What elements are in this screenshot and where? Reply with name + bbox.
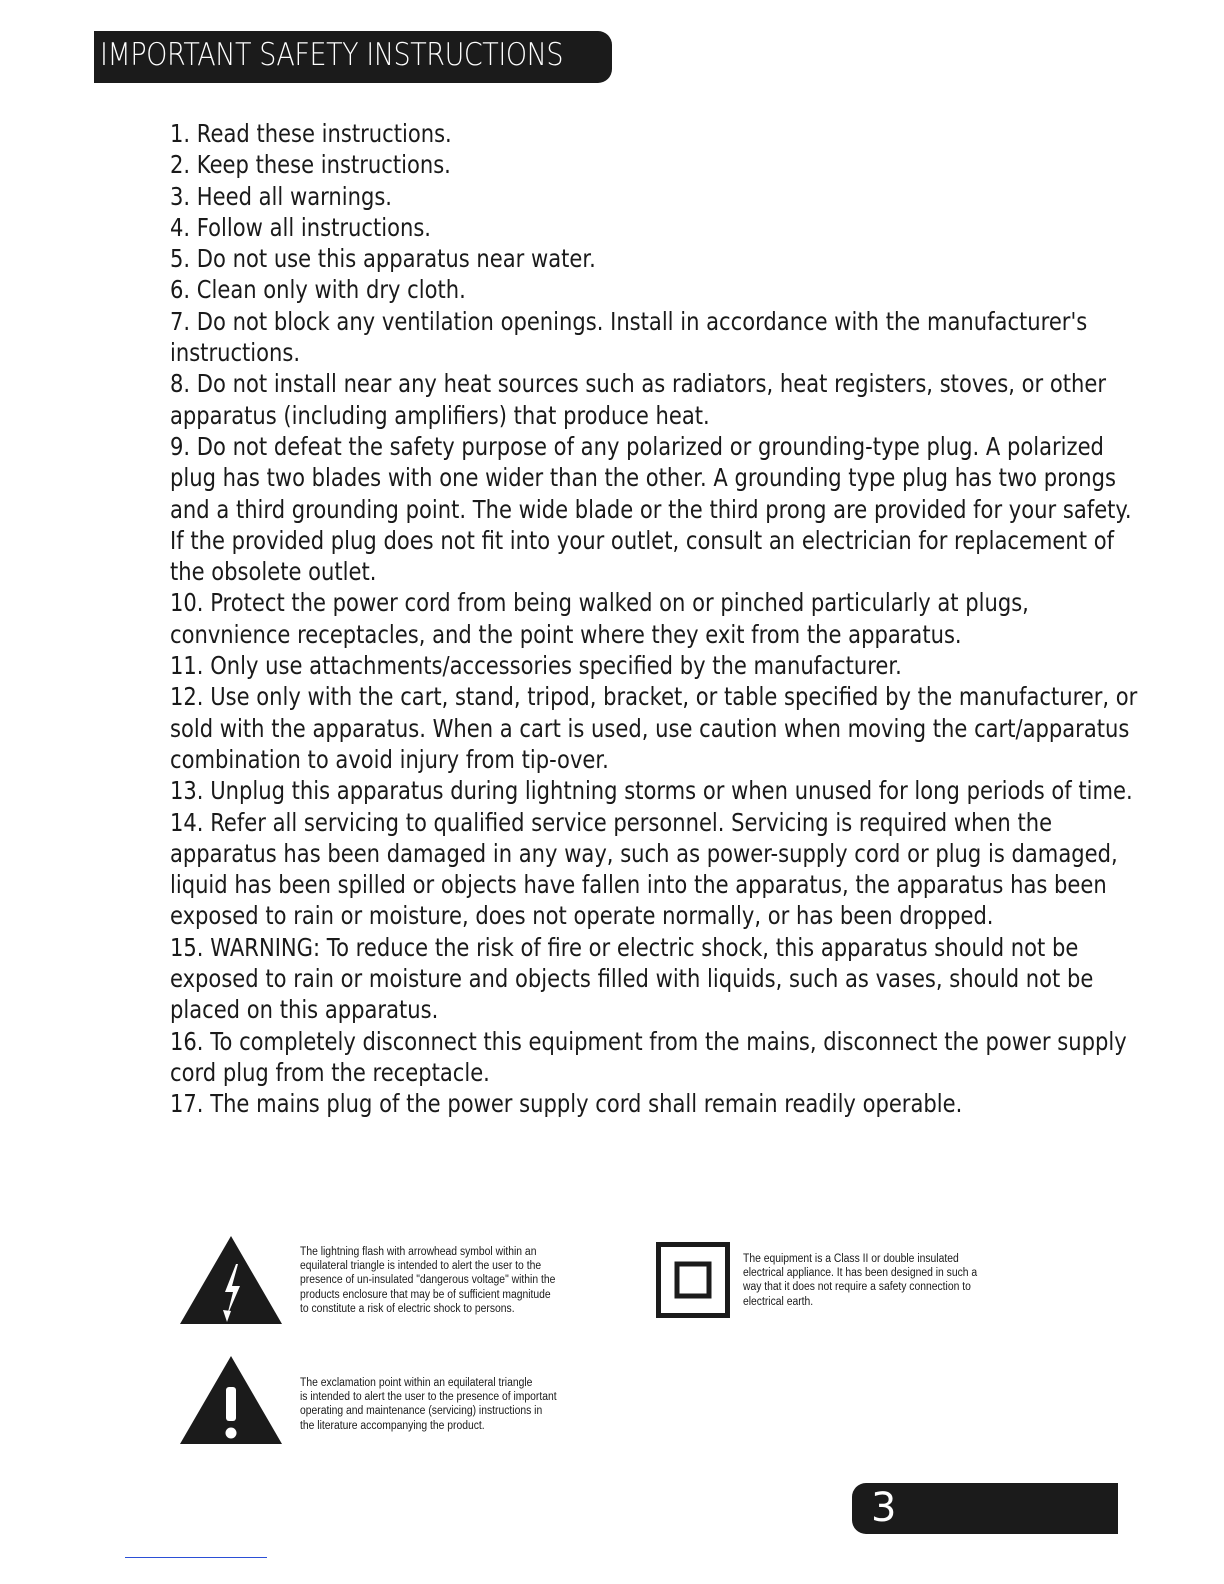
instruction-line: If the provided plug does not fit into your outlet, consult an electrician for replacement of (170, 525, 1115, 555)
lightning-triangle-icon (178, 1234, 284, 1326)
symbol-text-line: is intended to alert the user to the presence of important (300, 1391, 557, 1404)
symbol-text-line: way that it does not require a safety connection to (743, 1281, 971, 1294)
symbol-text-line: the literature accompanying the product. (300, 1419, 485, 1432)
instruction-line: 1. Read these instructions. (170, 119, 452, 148)
instruction-line: liquid has been spilled or objects have fallen into the apparatus, the apparatus has been (170, 870, 1107, 900)
instruction-line: 6. Clean only with dry cloth. (170, 275, 466, 305)
page-number: 3 (871, 1485, 897, 1531)
lightning-symbol-description (300, 1245, 555, 1316)
bottom-rule (125, 1557, 267, 1558)
class2-symbol-description (743, 1252, 977, 1309)
instruction-line: 4. Follow all instructions. (170, 212, 431, 242)
section-header (94, 31, 612, 83)
exclamation-triangle-icon (178, 1354, 284, 1446)
instruction-line: 16. To completely disconnect this equipment from the mains, disconnect the power supply (170, 1026, 1127, 1056)
instruction-line: 13. Unplug this apparatus during lightning storms or when unused for long periods of time. (170, 776, 1133, 806)
instruction-line: apparatus (including amplifiers) that produce heat. (170, 400, 710, 430)
symbol-text-line: to constitute a risk of electric shock to persons. (300, 1302, 515, 1315)
instruction-line: exposed to rain or moisture and objects filled with liquids, such as vases, should not be (170, 964, 1094, 994)
instructions-list (170, 118, 1170, 1120)
instruction-line: instructions. (170, 338, 301, 368)
instruction-line: 7. Do not block any ventilation openings. Install in accordance with the manufacturer's (170, 306, 1088, 336)
instruction-line: apparatus has been damaged in any way, such as power-supply cord or plug is damaged, (170, 838, 1118, 868)
symbol-text-line: electrical appliance. It has been designed in such a (743, 1267, 978, 1280)
instruction-line: 10. Protect the power cord from being walked on or pinched particularly at plugs, (170, 588, 1029, 618)
symbol-text-line: The lightning flash with arrowhead symbol within an (300, 1246, 537, 1258)
instruction-line: 3. Heed all warnings. (170, 181, 393, 211)
page-number-tab (852, 1483, 1118, 1534)
instruction-line: sold with the apparatus. When a cart is used, use caution when moving the cart/apparatus (170, 713, 1130, 743)
symbol-text-line: presence of un-insulated "dangerous voltage" within the (300, 1274, 556, 1287)
instruction-line: 17. The mains plug of the power supply cord shall remain readily operable. (170, 1089, 963, 1119)
instruction-line: convnience receptacles, and the point where they exit from the apparatus. (170, 619, 962, 649)
instruction-line: 8. Do not install near any heat sources such as radiators, heat registers, stoves, or other (170, 369, 1107, 399)
instruction-line: 9. Do not defeat the safety purpose of any polarized or grounding-type plug. A polarized (170, 431, 1104, 461)
double-square-icon (656, 1242, 730, 1318)
exclamation-symbol-description (300, 1376, 557, 1433)
instruction-line: and a third grounding point. The wide blade or the third prong are provided for your safety. (170, 494, 1132, 524)
symbol-text-line: electrical earth. (743, 1295, 814, 1308)
instruction-line: 14. Refer all servicing to qualified service personnel. Servicing is required when the (170, 807, 1053, 837)
instruction-line: plug has two blades with one wider than the other. A grounding type plug has two prongs (170, 463, 1116, 493)
instruction-line: placed on this apparatus. (170, 995, 439, 1025)
instruction-line: the obsolete outlet. (170, 557, 377, 587)
instruction-line: 2. Keep these instructions. (170, 150, 451, 180)
symbol-text-line: The equipment is a Class II or double insulated (743, 1253, 959, 1265)
instruction-line: 12. Use only with the cart, stand, tripod, bracket, or table specified by the manufacturer, or (170, 682, 1138, 712)
instruction-line: 11. Only use attachments/accessories specified by the manufacturer. (170, 651, 902, 681)
symbol-text-line: equilateral triangle is intended to alert the user to the (300, 1260, 542, 1273)
instruction-line: 5. Do not use this apparatus near water. (170, 244, 596, 274)
instruction-line: combination to avoid injury from tip-over. (170, 744, 609, 774)
instruction-line: 15. WARNING: To reduce the risk of fire or electric shock, this apparatus should not be (170, 932, 1079, 962)
instruction-line: exposed to rain or moisture, does not operate normally, or has been dropped. (170, 901, 994, 931)
instruction-line: cord plug from the receptacle. (170, 1057, 490, 1087)
symbol-text-line: operating and maintenance (servicing) instructions in (300, 1405, 543, 1418)
section-title: IMPORTANT SAFETY INSTRUCTIONS (100, 37, 564, 73)
symbol-text-line: The exclamation point within an equilateral triangle (300, 1377, 533, 1389)
symbol-text-line: products enclosure that may be of sufficient magnitude (300, 1288, 551, 1301)
